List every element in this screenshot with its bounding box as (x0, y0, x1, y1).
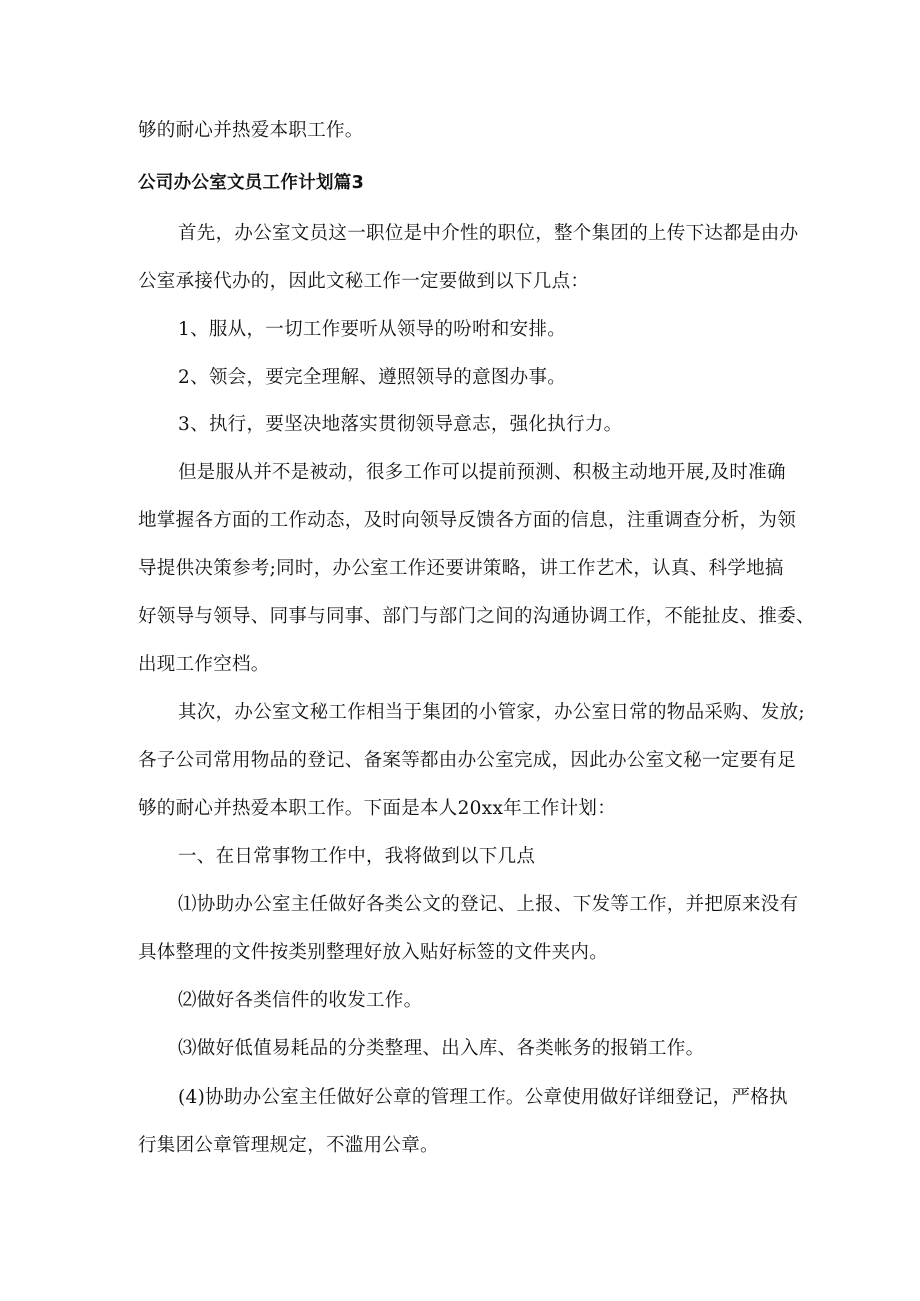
paragraph-line: 出现工作空档。 (138, 654, 270, 675)
list-item: ⑴协助办公室主任做好各类公文的登记、上报、下发等工作，并把原来没有 (178, 894, 799, 915)
paragraph-line: 导提供决策参考;同时，办公室工作还要讲策略，讲工作艺术，认真、科学地搞 (138, 558, 784, 579)
paragraph-line: 首先，办公室文员这一职位是中介性的职位，整个集团的上传下达都是由办 (178, 223, 799, 244)
paragraph-line: 够的耐心并热爱本职工作。下面是本人20xx年工作计划： (138, 798, 617, 819)
subsection-heading: 一、在日常事物工作中，我将做到以下几点 (178, 846, 536, 867)
list-item: (4)协助办公室主任做好公章的管理工作。公章使用做好详细登记，严格执 (178, 1087, 788, 1108)
paragraph-line: 各子公司常用物品的登记、备案等都由办公室完成，因此办公室文秘一定要有足 (138, 750, 797, 771)
paragraph-line: 其次，办公室文秘工作相当于集团的小管家，办公室日常的物品采购、发放; (178, 702, 805, 723)
list-item: ⑵做好各类信件的收发工作。 (178, 990, 423, 1011)
list-item: ⑶做好低值易耗品的分类整理、出入库、各类帐务的报销工作。 (178, 1038, 705, 1059)
list-item: 1、服从，一切工作要听从领导的吩咐和安排。 (178, 319, 567, 340)
section-heading: 公司办公室文员工作计划篇3 (138, 173, 365, 193)
list-item: 3、执行，要坚决地落实贯彻领导意志，强化执行力。 (178, 414, 623, 435)
paragraph-line: 但是服从并不是被动，很多工作可以提前预测、积极主动地开展,及时准确 (178, 462, 786, 483)
paragraph-line: 具体整理的文件按类别整理好放入贴好标签的文件夹内。 (138, 942, 609, 963)
paragraph-line: 地掌握各方面的工作动态，及时向领导反馈各方面的信息，注重调查分析，为领 (138, 510, 797, 531)
paragraph-line: 好领导与领导、同事与同事、部门与部门之间的沟通协调工作，不能扯皮、推委、 (138, 606, 815, 627)
paragraph-line: 公室承接代办的，因此文秘工作一定要做到以下几点： (138, 271, 590, 292)
list-item: 2、领会，要完全理解、遵照领导的意图办事。 (178, 367, 567, 388)
paragraph-line: 够的耐心并热爱本职工作。 (138, 120, 364, 141)
paragraph-line: 行集团公章管理规定，不滥用公章。 (138, 1135, 439, 1156)
